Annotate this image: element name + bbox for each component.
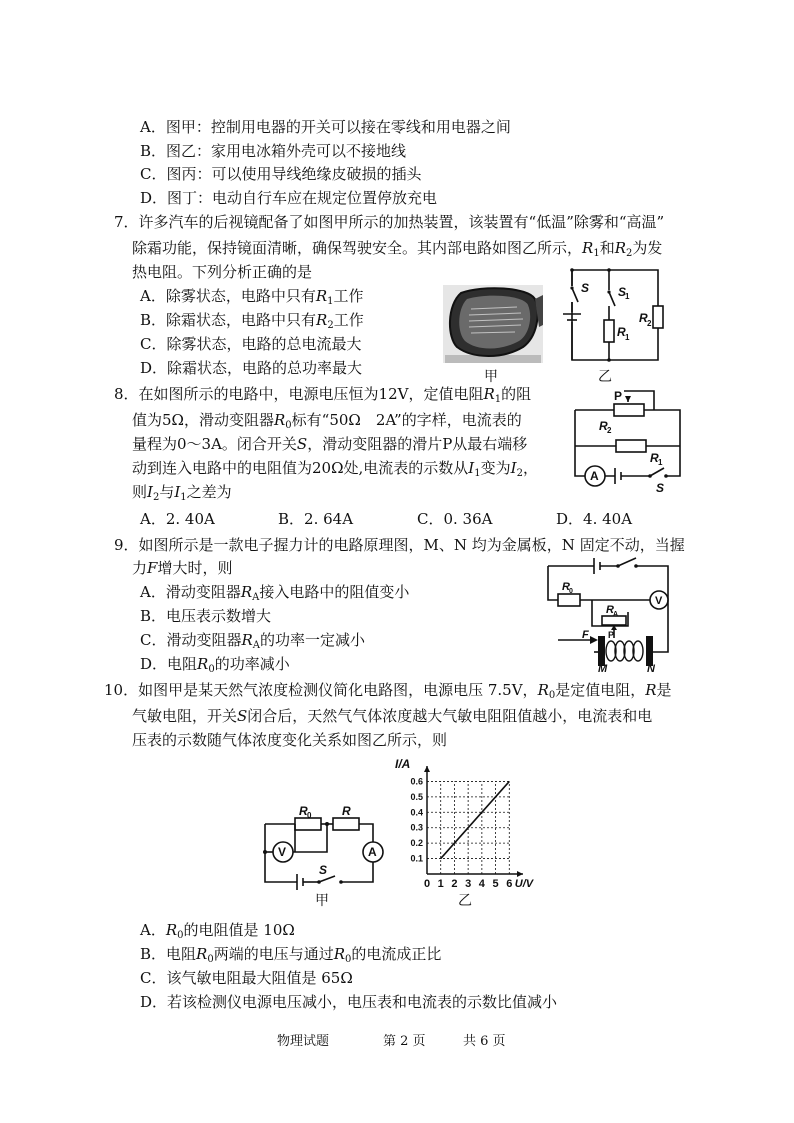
q10-label-ammeter: A — [368, 845, 377, 859]
chart-x-tick-label: 5 — [492, 878, 499, 890]
q9-label-ra: R — [606, 604, 614, 616]
chart-y-tick-label: 0.4 — [410, 807, 423, 818]
q8-label-p: P — [614, 389, 623, 403]
chart-ylabel: I/A — [395, 757, 411, 771]
q6-option-a: A．图甲：控制用电器的开关可以接在零线和用电器之间 — [140, 118, 511, 136]
chart-x-tick-label: 1 — [437, 878, 444, 890]
q8-option-a: A．2. 40A — [140, 510, 215, 528]
footer-total: 共 6 页 — [463, 1034, 506, 1049]
q10-label-s: S — [319, 863, 328, 877]
chart-y-tick-label: 0.1 — [410, 853, 423, 864]
q9-option-b: B．电压表示数增大 — [140, 607, 272, 625]
q10-stem-line2: 气敏电阻，开关S闭合后，天然气气体浓度越大气敏电阻阻值越小，电流表和电 — [132, 707, 653, 725]
q10-circuit-diagram — [253, 806, 393, 890]
chart-x-tick-label: 3 — [465, 878, 472, 890]
q9-label-n: N — [647, 663, 655, 675]
q8-stem-line5: 则$I_2$与$I_1$之差为 — [132, 483, 232, 503]
q10-label-r0: R — [299, 804, 308, 818]
q9-option-d: D．电阻$R_0$的功率减小 — [140, 655, 290, 675]
q7-caption-yi: 乙 — [598, 369, 612, 385]
q7-stem-line2: 除霜功能，保持镜面清晰，确保驾驶安全。其内部电路如图乙所示，$R_1$和$R_2$为发 — [132, 239, 663, 259]
q9-label-r0: R — [562, 581, 570, 593]
q9-label-ra-sub: A — [613, 611, 619, 618]
q7-label-r2-sub: 2 — [647, 319, 652, 328]
q7-circuit-diagram — [562, 262, 674, 368]
q7-option-b: B．除霜状态，电路中只有$R_2$工作 — [140, 311, 364, 331]
chart-y-tick-label: 0.6 — [410, 776, 423, 787]
chart-ticks — [410, 776, 512, 890]
q7-caption-jia: 甲 — [484, 369, 498, 385]
q10-caption-jia: 甲 — [315, 893, 329, 909]
footer-subject: 物理试题 — [277, 1034, 330, 1049]
q8-label-s: S — [656, 481, 665, 495]
q9-label-f: F — [582, 629, 589, 641]
q8-stem-line3: 量程为0～3A。闭合开关S，滑动变阻器的滑片P从最右端移 — [132, 435, 528, 453]
q7-label-r1-sub: 1 — [625, 333, 630, 342]
chart-series — [441, 781, 510, 858]
q9-option-c: C．滑动变阻器$R_A$的功率一定减小 — [140, 631, 366, 651]
q10-label-r: R — [342, 804, 351, 818]
chart-x-tick-label: 2 — [451, 878, 458, 890]
q6-option-c: C．图丙：可以使用导线绝缘皮破损的插头 — [140, 165, 422, 183]
q10-label-voltmeter: V — [278, 845, 287, 859]
q8-circuit-diagram — [570, 388, 688, 496]
chart-x-tick-label: 6 — [506, 878, 513, 890]
q10-option-d: D．若该检测仪电源电压减小，电压表和电流表的示数比值减小 — [140, 993, 558, 1011]
footer-page: 第 2 页 — [383, 1034, 426, 1049]
q7-stem-line1: 7．许多汽车的后视镜配备了如图甲所示的加热装置，该装置有“低温”除雾和“高温” — [114, 213, 665, 231]
q8-option-d: D．4. 40A — [556, 510, 633, 528]
q10-option-c: C．该气敏电阻最大阻值是 65Ω — [140, 969, 353, 987]
q8-label-r1-sub: 1 — [658, 458, 663, 467]
q7-option-a: A．除雾状态，电路中只有$R_1$工作 — [140, 287, 364, 307]
q9-label-r0-sub: 0 — [569, 588, 573, 595]
q10-label-r0-sub: 0 — [307, 811, 312, 820]
q7-option-d: D．除霜状态，电路的总功率最大 — [140, 359, 363, 377]
chart-xlabel: U/V — [514, 878, 534, 890]
q9-label-m: M — [598, 663, 608, 675]
chart-y-arrow — [424, 766, 430, 772]
q7-option-c: C．除雾状态，电路的总电流最大 — [140, 335, 362, 353]
chart-y-tick-label: 0.5 — [410, 791, 423, 802]
q9-option-a: A．滑动变阻器$R_A$接入电路中的阻值变小 — [140, 583, 410, 603]
q7-mirror-photo — [443, 285, 543, 363]
q10-stem-line1: 10．如图甲是某天然气浓度检测仪简化电路图，电源电压 7.5V，$R_0$是定值电阻，R是 — [104, 681, 672, 701]
q10-stem-line3: 压表的示数随气体浓度变化关系如图乙所示，则 — [132, 731, 448, 749]
q8-label-ammeter: A — [590, 469, 599, 483]
q8-label-r1: R — [650, 451, 659, 465]
q7-label-r2: R — [639, 311, 648, 325]
q8-option-b: B．2. 64A — [278, 510, 354, 528]
q8-label-r2: R — [599, 419, 608, 433]
q6-option-d: D．图丁：电动自行车应在规定位置停放充电 — [140, 189, 438, 207]
q9-stem-line1: 9．如图所示是一款电子握力计的电路原理图，M、N 均为金属板，N 固定不动，当握 — [114, 536, 685, 554]
q9-stem-line2: 力F增大时，则 — [132, 559, 233, 577]
q8-option-c: C．0. 36A — [417, 510, 493, 528]
chart-y-tick-label: 0.2 — [410, 838, 423, 849]
q10-option-b: B．电阻$R_0$两端的电压与通过$R_0$的电流成正比 — [140, 945, 442, 965]
q8-stem-line4: 动到连入电路中的电阻值为20Ω处,电流表的示数从$I_1$变为$I_2$， — [132, 459, 538, 479]
q8-stem-line2: 值为5Ω，滑动变阻器$R_0$标有“50Ω 2A”的字样，电流表的 — [132, 411, 522, 431]
q10-caption-yi: 乙 — [458, 893, 472, 909]
q9-label-p: P — [608, 630, 615, 640]
q8-stem-line1: 8．在如图所示的电路中，电源电压恒为12V，定值电阻$R_1$的阻 — [114, 385, 532, 405]
q6-option-b: B．图乙：家用电冰箱外壳可以不接地线 — [140, 142, 407, 160]
chart-x-tick-label: 4 — [478, 878, 485, 890]
q7-label-s1: S — [618, 285, 627, 299]
chart-series-line — [441, 781, 510, 858]
q7-stem-line3: 热电阻。下列分析正确的是 — [132, 263, 313, 281]
q10-option-a: A．$R_0$的电阻值是 10Ω — [140, 921, 295, 941]
q10-iu-chart — [395, 756, 534, 896]
q8-label-r2-sub: 2 — [607, 426, 612, 435]
chart-x-tick-label: 0 — [423, 878, 431, 890]
q7-label-r1: R — [617, 325, 626, 339]
q9-label-voltmeter: V — [655, 595, 663, 607]
chart-y-tick-label: 0.3 — [410, 822, 423, 833]
q7-label-s1-sub: 1 — [625, 292, 630, 301]
q7-label-s: S — [581, 281, 590, 295]
chart-x-arrow — [517, 871, 523, 877]
q9-circuit-diagram — [544, 552, 672, 675]
